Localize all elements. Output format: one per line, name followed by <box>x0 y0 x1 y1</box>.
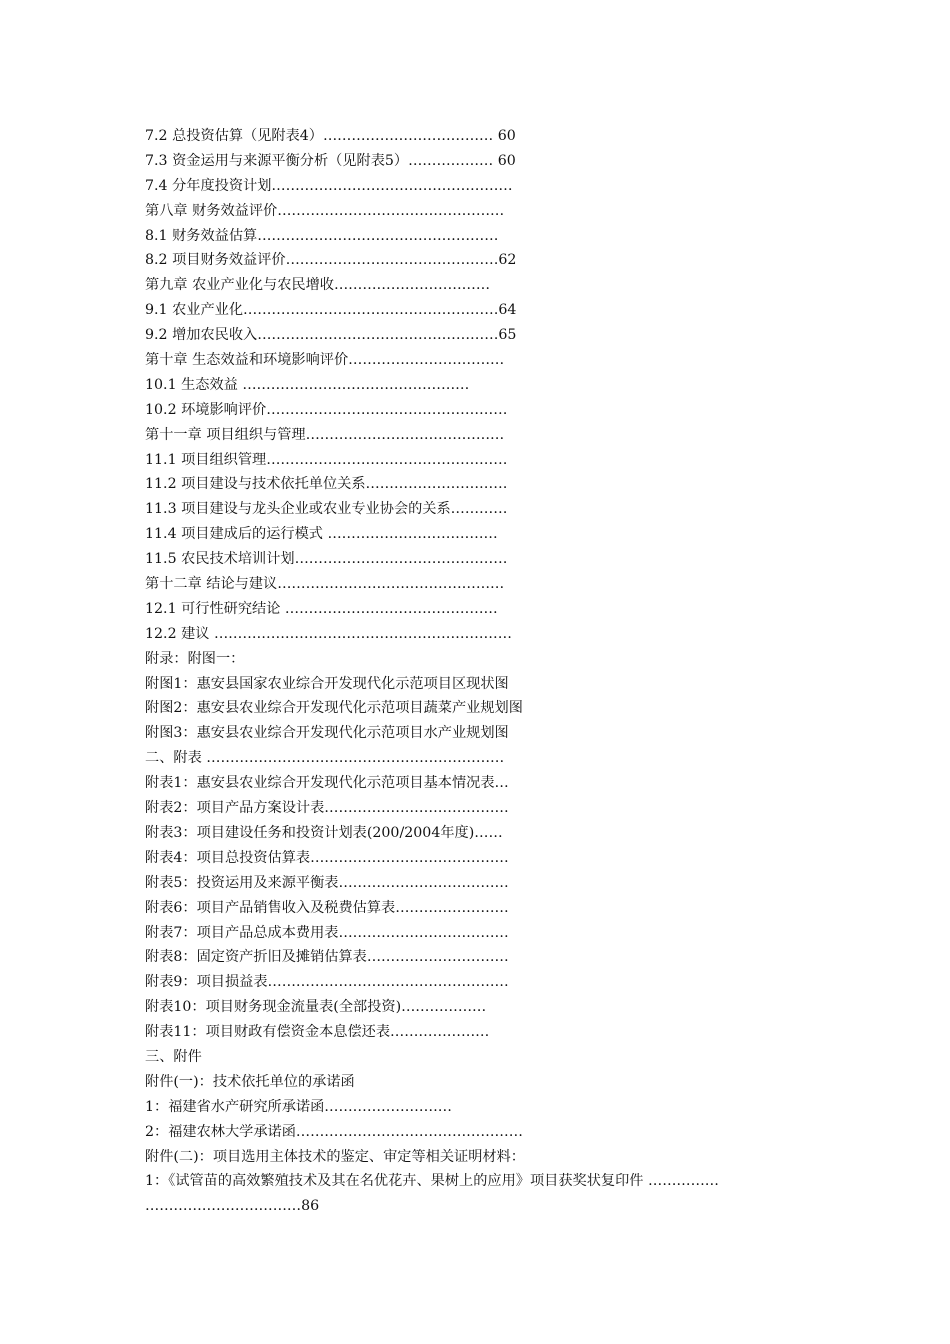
toc-table-3: 附表3：项目建设任务和投资计划表(200/2004年度)…… <box>145 824 503 841</box>
toc-entry-8-2: 8.2 项目财务效益评价………………………………………62 <box>145 252 517 269</box>
toc-chapter-12: 第十二章 结论与建议………………………………………… <box>145 576 505 593</box>
toc-table-7: 附表7：项目产品总成本费用表……………………………… <box>145 924 509 941</box>
toc-table-6: 附表6：项目产品销售收入及税费估算表…………………… <box>145 899 509 916</box>
toc-attachment-1-item-2: 2：福建农林大学承诺函………………………………………… <box>145 1123 523 1140</box>
toc-entry-10-2: 10.2 环境影响评价…………………………………………… <box>145 401 508 418</box>
toc-entry-12-1: 12.1 可行性研究结论 ……………………………………… <box>145 600 498 617</box>
toc-figure-3: 附图3：惠安县农业综合开发现代化示范项目水产业规划图 <box>145 725 509 742</box>
toc-tables-heading: 二、附表 ……………………………………………………… <box>145 750 505 767</box>
toc-entry-11-4: 11.4 项目建成后的运行模式 ……………………………… <box>145 526 498 543</box>
toc-entry-11-3: 11.3 项目建设与龙头企业或农业专业协会的关系………… <box>145 501 508 518</box>
toc-entry-11-1: 11.1 项目组织管理…………………………………………… <box>145 451 508 468</box>
toc-entry-8-1: 8.1 财务效益估算…………………………………………… <box>145 227 499 244</box>
toc-appendix-heading: 附录：附图一： <box>145 650 245 667</box>
toc-table-1: 附表1：惠安县农业综合开发现代化示范项目基本情况表… <box>145 775 509 792</box>
toc-table-5: 附表5：投资运用及来源平衡表……………………………… <box>145 874 509 891</box>
toc-attachment-1-item-1: 1：福建省水产研究所承诺函……………………… <box>145 1098 452 1115</box>
toc-entry-9-1: 9.1 农业产业化………………………………………………64 <box>145 302 517 319</box>
toc-attachment-2-item-1-cont: ……………………………86 <box>145 1198 320 1215</box>
toc-chapter-11: 第十一章 项目组织与管理…………………………………… <box>145 426 505 443</box>
toc-attachment-2: 附件(二)：项目选用主体技术的鉴定、审定等相关证明材料： <box>145 1148 525 1165</box>
toc-chapter-10: 第十章 生态效益和环境影响评价…………………………… <box>145 352 505 369</box>
toc-entry-11-2: 11.2 项目建设与技术依托单位关系………………………… <box>145 476 508 493</box>
toc-table-10: 附表10：项目财务现金流量表(全部投资)……………… <box>145 999 487 1016</box>
toc-table-8: 附表8：固定资产折旧及摊销估算表………………………… <box>145 949 509 966</box>
toc-table-4: 附表4：项目总投资估算表…………………………………… <box>145 849 509 866</box>
toc-attachments-heading: 三、附件 <box>145 1048 202 1065</box>
toc-attachment-1: 附件(一)：技术依托单位的承诺函 <box>145 1073 355 1090</box>
toc-table-9: 附表9：项目损益表…………………………………………… <box>145 974 509 991</box>
toc-entry-10-1: 10.1 生态效益 ………………………………………… <box>145 376 470 393</box>
toc-attachment-2-item-1: 1：《试管苗的高效繁殖技术及其在名优花卉、果树上的应用》项目获奖状复印件 …………… <box>145 1173 719 1190</box>
toc-chapter-9: 第九章 农业产业化与农民增收…………………………… <box>145 277 491 294</box>
toc-entry-7-2: 7.2 总投资估算（见附表4）……………………………… 60 <box>145 128 516 144</box>
toc-entry-7-4: 7.4 分年度投资计划…………………………………………… <box>145 177 513 194</box>
toc-entry-11-5: 11.5 农民技术培训计划……………………………………… <box>145 551 508 568</box>
toc-entry-7-3: 7.3 资金运用与来源平衡分析（见附表5）……………… 60 <box>145 152 516 169</box>
toc-table-11: 附表11：项目财政有偿资金本息偿还表………………… <box>145 1024 490 1041</box>
toc-table-2: 附表2：项目产品方案设计表………………………………… <box>145 800 509 817</box>
table-of-contents <box>145 124 845 1219</box>
toc-figure-2: 附图2：惠安县农业综合开发现代化示范项目蔬菜产业规划图 <box>145 700 523 717</box>
toc-entry-12-2: 12.2 建议 ……………………………………………………… <box>145 625 512 642</box>
toc-chapter-8: 第八章 财务效益评价………………………………………… <box>145 202 505 219</box>
toc-entry-9-2: 9.2 增加农民收入……………………………………………65 <box>145 327 517 344</box>
toc-figure-1: 附图1：惠安县国家农业综合开发现代化示范项目区现状图 <box>145 675 509 692</box>
